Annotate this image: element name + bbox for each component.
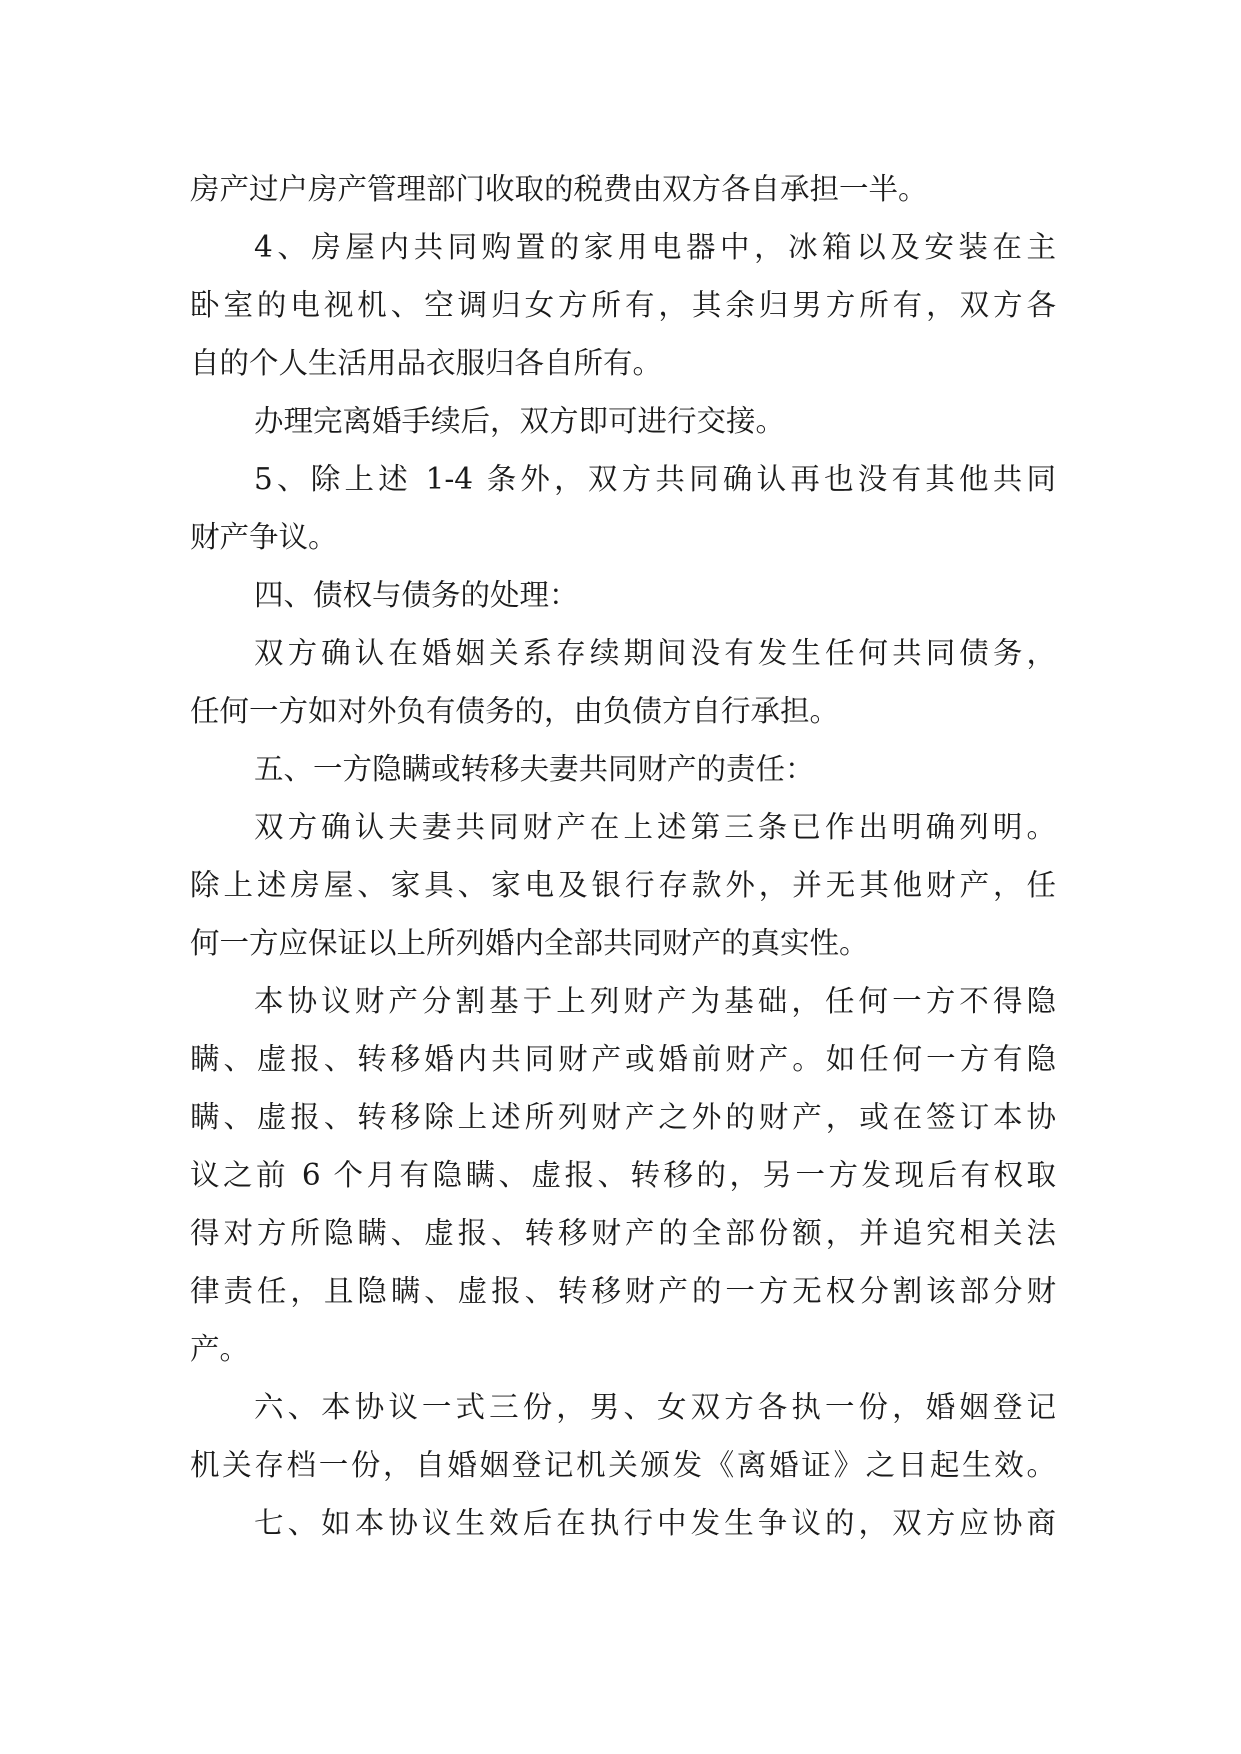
text-line: 双方确认在婚姻关系存续期间没有发生任何共同债务， bbox=[254, 636, 1056, 670]
text-line: 得对方所隐瞒、虚报、转移财产的全部份额，并追究相关法 bbox=[190, 1216, 1056, 1250]
text-line: 议之前 6 个月有隐瞒、虚报、转移的，另一方发现后有权取 bbox=[190, 1158, 1056, 1192]
section-heading: 六、本协议一式三份，男、女双方各执一份，婚姻登记 bbox=[254, 1390, 1056, 1424]
section-heading: 五、一方隐瞒或转移夫妻共同财产的责任： bbox=[254, 752, 815, 786]
text-line: 卧室的电视机、空调归女方所有，其余归男方所有，双方各 bbox=[190, 288, 1056, 322]
text-line: 律责任，且隐瞒、虚报、转移财产的一方无权分割该部分财 bbox=[190, 1274, 1056, 1308]
text-line: 除上述房屋、家具、家电及银行存款外，并无其他财产，任 bbox=[190, 868, 1056, 902]
text-line: 双方确认夫妻共同财产在上述第三条已作出明确列明。 bbox=[254, 810, 1056, 844]
text-line: 机关存档一份，自婚姻登记机关颁发《离婚证》之日起生效。 bbox=[190, 1448, 1056, 1482]
text-line: 任何一方如对外负有债务的，由负债方自行承担。 bbox=[190, 694, 840, 728]
section-heading: 四、债权与债务的处理： bbox=[254, 578, 579, 612]
text-line: 瞒、虚报、转移婚内共同财产或婚前财产。如任何一方有隐 bbox=[190, 1042, 1056, 1076]
text-line: 瞒、虚报、转移除上述所列财产之外的财产，或在签订本协 bbox=[190, 1100, 1056, 1134]
section-heading: 七、如本协议生效后在执行中发生争议的，双方应协商 bbox=[254, 1506, 1056, 1540]
text-line: 5、除上述 1-4 条外，双方共同确认再也没有其他共同 bbox=[254, 462, 1056, 496]
text-line: 何一方应保证以上所列婚内全部共同财产的真实性。 bbox=[190, 926, 869, 960]
text-line: 产。 bbox=[190, 1332, 250, 1366]
agreement-body bbox=[190, 160, 1056, 1552]
text-line: 办理完离婚手续后，双方即可进行交接。 bbox=[254, 404, 786, 438]
text-line: 财产争议。 bbox=[190, 520, 338, 554]
text-line: 房产过户房产管理部门收取的税费由双方各自承担一半。 bbox=[190, 172, 928, 206]
text-line: 自的个人生活用品衣服归各自所有。 bbox=[190, 346, 663, 380]
text-line: 4、房屋内共同购置的家用电器中，冰箱以及安装在主 bbox=[254, 230, 1056, 264]
text-line: 本协议财产分割基于上列财产为基础，任何一方不得隐 bbox=[254, 984, 1056, 1018]
